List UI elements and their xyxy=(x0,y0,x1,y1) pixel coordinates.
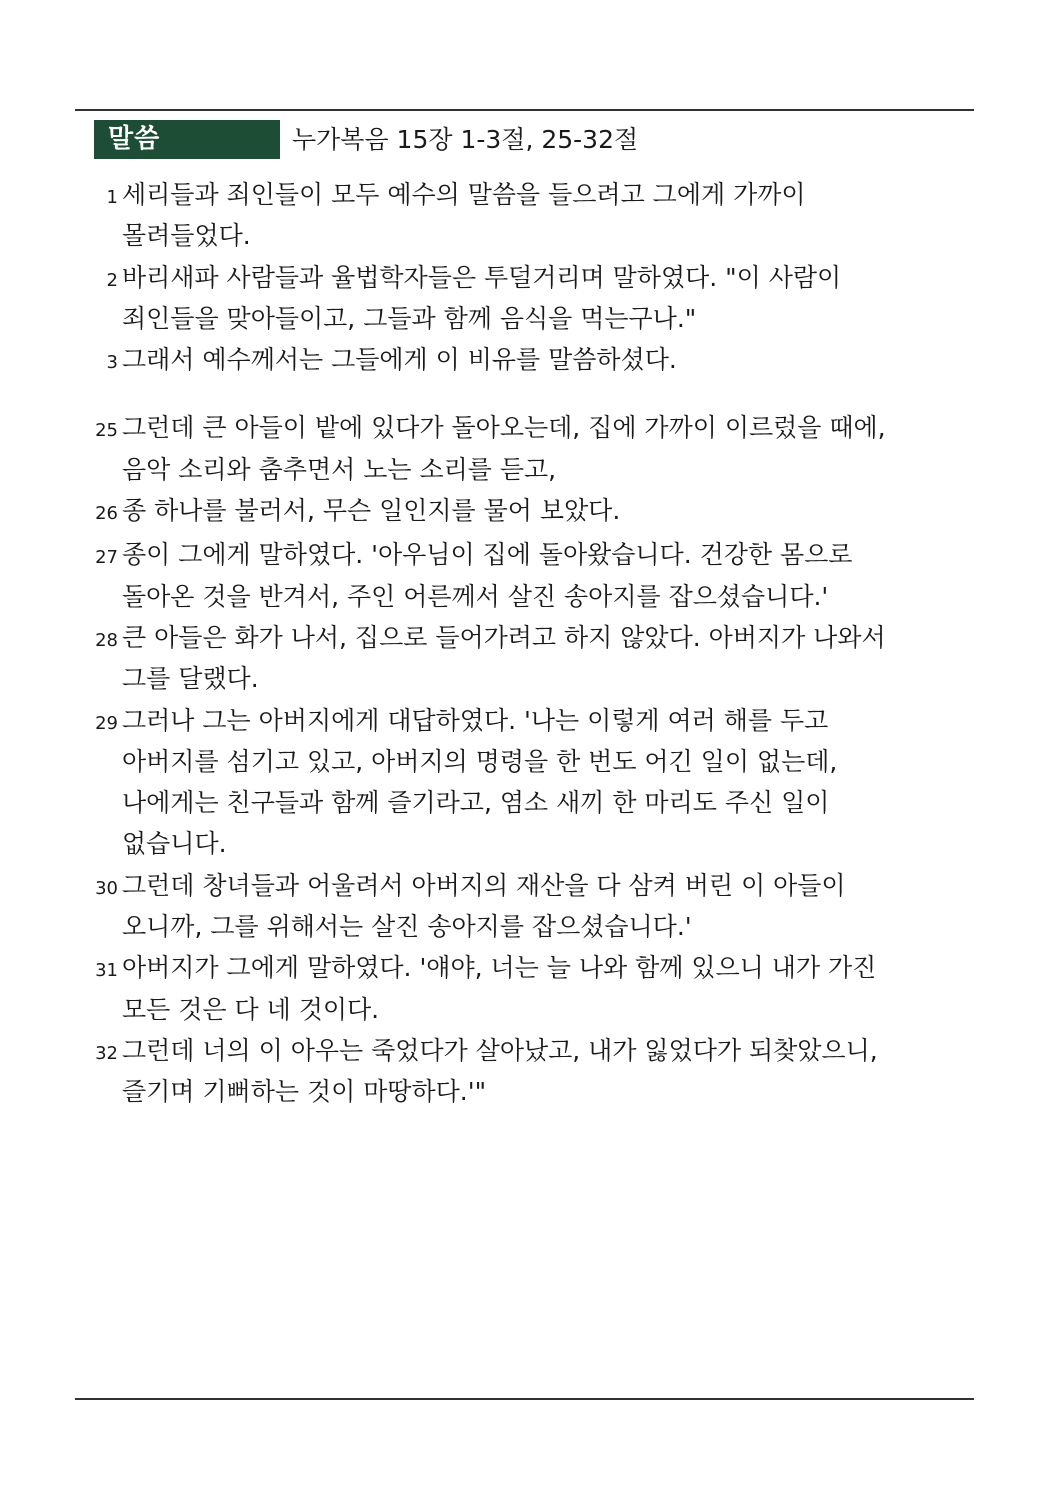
verse-text: 바리새파 사람들과 율법학자들은 투덜거리며 말하였다. "이 사람이 죄인들을 맞아들이고, 그들과 함께 음식을 먹는구나." xyxy=(122,262,842,333)
verse-text: 그런데 너의 이 아우는 죽었다가 살아났고, 내가 잃었다가 되찾았으니, 즐기며 기뻐하는 것이 마땅하다.'" xyxy=(122,1035,878,1107)
verse-text: 그러나 그는 아버지에게 대답하였다. '나는 이렇게 여러 해를 두고 아버지를 섬기고 있고, 아버지의 명령을 한 번도 어긴 일이 없는데, 나에게는 친구들과 함께 즐기라고, 염소 새끼 한 마리도 주신 일이 없습니다. xyxy=(122,705,838,859)
verse-text: 종 하나를 불러서, 무슨 일인지를 물어 보았다. xyxy=(122,496,621,526)
verse-text: 아버지가 그에게 말하였다. '얘야, 너는 늘 나와 함께 있으니 내가 가진 모든 것은 다 네 것이다. xyxy=(122,953,877,1024)
verse-text: 큰 아들은 화가 나서, 집으로 들어가려고 하지 않았다. 아버지가 나와서 그를 달랬다. xyxy=(122,622,886,694)
verse-text: 세리들과 죄인들이 모두 예수의 말씀을 들으려고 그에게 가까이 몰려들었다. xyxy=(122,180,806,251)
section-badge: 말씀 xyxy=(94,120,280,159)
bottom-rule xyxy=(75,1398,974,1400)
verse-number: 30 xyxy=(95,877,118,899)
verse-number: 31 xyxy=(95,960,118,982)
passage-header xyxy=(94,120,638,159)
verse-text: 그런데 큰 아들이 밭에 있다가 돌아오는데, 집에 가까이 이르렀을 때에, 음악 소리와 춤추면서 노는 소리를 듣고, xyxy=(122,413,886,484)
verse-25 xyxy=(78,407,958,490)
verse-gap xyxy=(78,383,958,407)
verse-26 xyxy=(78,490,958,534)
verse-1 xyxy=(78,174,958,257)
verse-text: 그래서 예수께서는 그들에게 이 비유를 말씀하셨다. xyxy=(122,345,677,375)
verse-number: 3 xyxy=(106,352,118,374)
verse-30 xyxy=(78,865,958,948)
verse-32 xyxy=(78,1030,958,1113)
verse-number: 2 xyxy=(106,269,118,291)
verse-number: 26 xyxy=(95,503,118,525)
verse-number: 25 xyxy=(95,420,118,442)
verse-list xyxy=(78,174,958,1113)
verse-text: 그런데 창녀들과 어울려서 아버지의 재산을 다 삼켜 버린 이 아들이 오니까, 그를 위해서는 살진 송아지를 잡으셨습니다.' xyxy=(122,870,846,942)
verse-3 xyxy=(78,339,958,383)
scripture-reference: 누가복음 15장 1-3절, 25-32절 xyxy=(292,125,639,154)
verse-number: 28 xyxy=(95,629,118,651)
verse-number: 1 xyxy=(106,187,118,208)
verse-28 xyxy=(78,617,958,700)
top-rule xyxy=(75,109,974,111)
verse-number: 27 xyxy=(95,547,118,569)
verse-27 xyxy=(78,534,958,617)
verse-31 xyxy=(78,947,958,1030)
verse-number: 29 xyxy=(95,712,118,734)
verse-text: 종이 그에게 말하였다. '아우님이 집에 돌아왔습니다. 건강한 몸으로 돌아온 것을 반겨서, 주인 어른께서 살진 송아지를 잡으셨습니다.' xyxy=(122,540,853,611)
verse-29 xyxy=(78,700,958,865)
verse-number: 32 xyxy=(95,1042,118,1064)
verse-2 xyxy=(78,257,958,340)
